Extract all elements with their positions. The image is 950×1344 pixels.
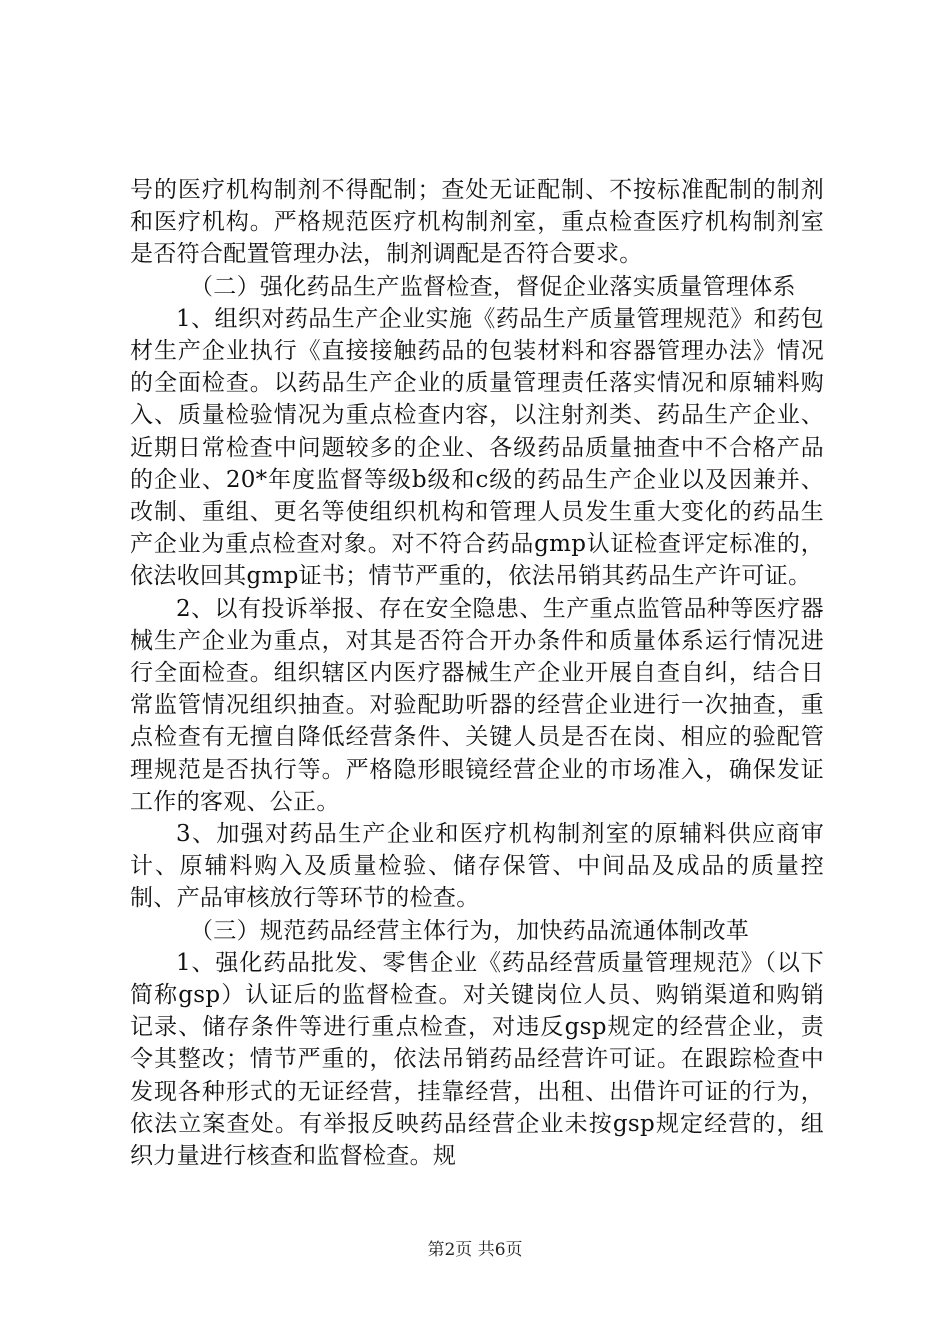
paragraph-item-2-1: 1、组织对药品生产企业实施《药品生产质量管理规范》和药包材生产企业执行《直接接触药品的包装材料和容器管理办法》情况的全面检查。以药品生产企业的质量管理责任落实情况和原辅料购入、质量检验情况为重点检查内容，以注射剂类、药品生产企业、近期日常检查中问题较多的企业、各级药品质量抽查中不合格产品的企业、20*年度监督等级b级和c级的药品生产企业以及因兼并、改制、重组、更名等使组织机构和管理人员发生重大变化的药品生产企业为重点检查对象。对不符合药品gmp认证检查评定标准的，依法收回其gmp证书；情节严重的，依法吊销其药品生产许可证。 <box>130 305 824 590</box>
document-body <box>130 174 824 1172</box>
section-heading-2: （二）强化药品生产监督检查，督促企业落实质量管理体系 <box>190 273 796 300</box>
paragraph-item-2-2: 2、以有投诉举报、存在安全隐患、生产重点监管品种等医疗器械生产企业为重点，对其是否符合开办条件和质量体系运行情况进行全面检查。组织辖区内医疗器械生产企业开展自查自纠，结合日常监管情况组织抽查。对验配助听器的经营企业进行一次抽查，重点检查有无擅自降低经营条件、关键人员是否在岗、相应的验配管理规范是否执行等。严格隐形眼镜经营企业的市场准入，确保发证工作的客观、公正。 <box>130 595 824 815</box>
page-number-footer: 第2页 共6页 <box>427 1240 523 1260</box>
section-heading-3: （三）规范药品经营主体行为，加快药品流通体制改革 <box>190 917 750 944</box>
paragraph-item-2-3: 3、加强对药品生产企业和医疗机构制剂室的原辅料供应商审计、原辅料购入及质量检验、储存保管、中间品及成品的质量控制、产品审核放行等环节的检查。 <box>130 821 824 912</box>
paragraph-continuation: 号的医疗机构制剂不得配制；查处无证配制、不按标准配制的制剂和医疗机构。严格规范医疗机构制剂室，重点检查医疗机构制剂室是否符合配置管理办法，制剂调配是否符合要求。 <box>130 177 824 268</box>
paragraph-item-3-1: 1、强化药品批发、零售企业《药品经营质量管理规范》（以下简称gsp）认证后的监督检查。对关键岗位人员、购销渠道和购销记录、储存条件等进行重点检查，对违反gsp规定的经营企业，责令其整改；情节严重的，依法吊销药品经营许可证。在跟踪检查中发现各种形式的无证经营，挂靠经营，出租、出借许可证的行为，依法立案查处。有举报反映药品经营企业未按gsp规定经营的，组织力量进行核查和监督检查。规 <box>130 949 824 1170</box>
